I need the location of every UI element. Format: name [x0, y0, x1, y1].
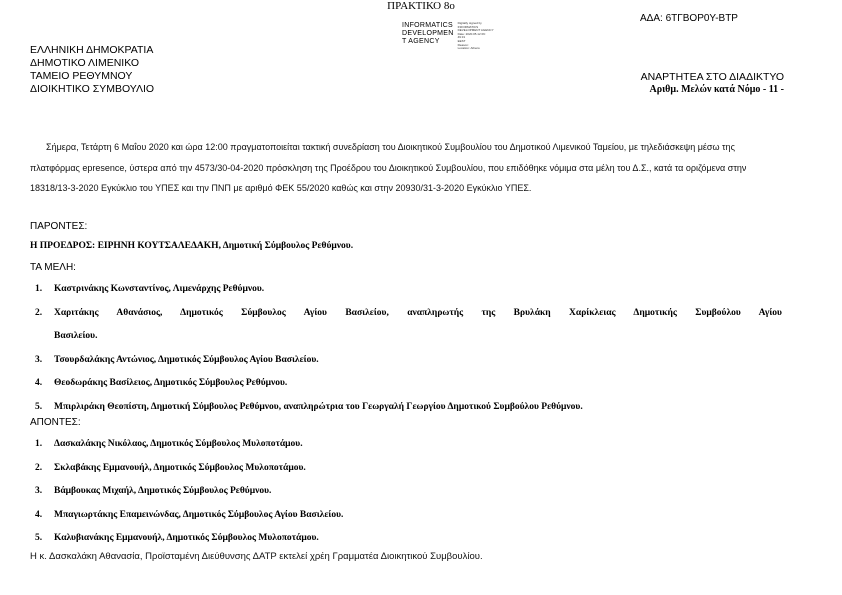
list-item: [30, 349, 782, 373]
list-item: [30, 278, 782, 302]
absent-list: [30, 433, 782, 551]
list-item: [30, 433, 782, 457]
ada-code: ΑΔΑ: 6ΤΓΒΟΡ0Υ-ΒΤΡ: [640, 13, 738, 24]
issuer-line: ΔΙΟΙΚΗΤΙΚΟ ΣΥΜΒΟΥΛΙΟ: [30, 83, 155, 95]
absent-name: Δασκαλάκης Νικόλαος, Δημοτικός Σύμβουλος Μυλοποτάμου.: [54, 439, 303, 449]
list-item: [30, 527, 782, 551]
item-number: 2.: [35, 462, 43, 473]
list-item: [30, 480, 782, 504]
stamp-line: INFORMATICS: [402, 22, 454, 29]
issuer-line: ΤΑΜΕΙΟ ΡΕΘΥΜΝΟΥ: [30, 70, 133, 82]
stamp-detail: INFORMATICS: [457, 24, 479, 29]
members-heading: ΤΑ ΜΕΛΗ:: [30, 262, 76, 273]
member-name: Τσουρδαλάκης Αντώνιος, Δημοτικός Σύμβουλος Αγίου Βασιλείου.: [54, 354, 319, 365]
member-name-cont: Βασιλείου.: [54, 331, 98, 341]
stamp-line: DEVELOPMEN: [402, 30, 454, 37]
item-number: 1.: [35, 284, 43, 294]
list-item: [30, 302, 782, 349]
member-name: Θεοδωράκης Βασίλειος, Δημοτικός Σύμβουλος Ρεθύμνου.: [54, 378, 288, 388]
member-name: Μπιρλιράκη Θεοπίστη, Δημοτική Σύμβουλος Ρεθύμνου, αναπληρώτρια του Γεωργαλή Γεωργίου Δημοτικού Συμβούλου Ρεθύμνου.: [54, 401, 583, 412]
stamp-detail: Date: 2020.05.12 09:: [457, 31, 486, 36]
stamp-detail: Location: Athens: [457, 46, 480, 51]
list-item: [30, 396, 782, 420]
member-name: Χαριτάκης Αθανάσιος, Δημοτικός Σύμβουλος Αγίου Βασιλείου, αναπληρωτής της Βρυλάκη Χαρίκλειας Δημοτικής Συμβούλου Αγίου: [54, 307, 782, 318]
stamp-line: T AGENCY: [402, 38, 440, 45]
issuer-block: [30, 44, 154, 96]
item-number: 3.: [35, 486, 43, 496]
president-line: Η ΠΡΟΕΔΡΟΣ: ΕΙΡΗΝΗ ΚΟΥΤΣΑΛΕΔΑΚΗ, Δημοτική Σύμβουλος Ρεθύμνου.: [30, 241, 354, 251]
absent-name: Καλυβιανάκης Εμμανουήλ, Δημοτικός Σύμβουλος Μυλοποτάμου.: [54, 533, 319, 543]
present-heading: ΠΑΡΟΝΤΕΣ:: [30, 221, 88, 232]
issuer-line: ΔΗΜΟΤΙΚΟ ΛΙΜΕΝΙΚΟ: [30, 57, 140, 69]
publication-block: [641, 71, 784, 95]
item-number: 5.: [35, 533, 43, 543]
absent-name: Βάμβουκας Μιχαήλ, Δημοτικός Σύμβουλος Ρεθύμνου.: [54, 486, 272, 496]
stamp-detail: Digitally signed by: [457, 21, 482, 25]
member-name: Καστρινάκης Κωνσταντίνος, Λιμενάρχης Ρεθύμνου.: [54, 284, 265, 294]
item-number: 2.: [35, 307, 43, 318]
absent-name: Μπαγιωρτάκης Επαμεινώνδας, Δημοτικός Σύμβουλος Αγίου Βασιλείου.: [54, 509, 344, 520]
publication-notice: ΑΝΑΡΤΗΤΕΑ ΣΤΟ ΔΙΑΔΙΚΤΥΟ: [640, 71, 784, 83]
absent-name: Σκλαβάκης Εμμανουήλ, Δημοτικός Σύμβουλος Μυλοποτάμου.: [54, 462, 306, 473]
item-number: 3.: [35, 354, 43, 365]
digital-signature-stamp: [402, 22, 494, 51]
item-number: 5.: [35, 401, 43, 412]
list-item: [30, 504, 782, 528]
list-item: [30, 457, 782, 481]
list-item: [30, 372, 782, 396]
issuer-line: ΕΛΛΗΝΙΚΗ ΔΗΜΟΚΡΑΤΙΑ: [30, 44, 154, 56]
stamp-detail: 49:31: [457, 35, 466, 40]
item-number: 4.: [35, 509, 43, 520]
item-number: 1.: [35, 439, 43, 449]
stamp-detail: Reason:: [457, 42, 469, 47]
document-title: ΠΡΑΚΤΙΚΟ 8ο: [387, 0, 455, 12]
member-count: Αριθμ. Μελών κατά Νόμο - 11 -: [649, 84, 784, 95]
stamp-detail: EEST: [457, 38, 466, 43]
stamp-detail: DEVELOPMENT AGENCY: [457, 28, 494, 33]
intro-paragraph: [30, 137, 782, 199]
secretary-note: Η κ. Δασκαλάκη Αθανασία, Προϊσταμένη Διεύθυνσης ΔΑΤΡ εκτελεί χρέη Γραμματέα Διοικητικού Συμβουλίου.: [30, 551, 483, 562]
absent-heading: ΑΠΟΝΤΕΣ:: [30, 417, 81, 428]
item-number: 4.: [35, 378, 43, 388]
intro-text: Σήμερα, Τετάρτη 6 Μαΐου 2020 και ώρα 12:00 πραγματοποιείται τακτική συνεδρίαση του Διοικητικού Συμβουλίου του Δημοτικού Λιμενικού Ταμείου, με τηλεδιάσκεψη μέσω της πλατφόρμας epresence, ύστερα από την 4573/30-04-2020 πρόσκληση της Προέδρου του Διοικητικού Συμβουλίου, που επιδόθηκε νόμιμα στα μέλη του Δ.Σ., κατά τα οριζόμενα στην 18318/13-3-2020 Εγκύκλιο του ΥΠΕΣ και την ΠΝΠ με αριθμό ΦΕΚ 55/2020 καθώς και στην 20930/31-3-2020 Εγκύκλιο ΥΠΕΣ.: [30, 142, 747, 193]
members-list: [30, 278, 782, 419]
